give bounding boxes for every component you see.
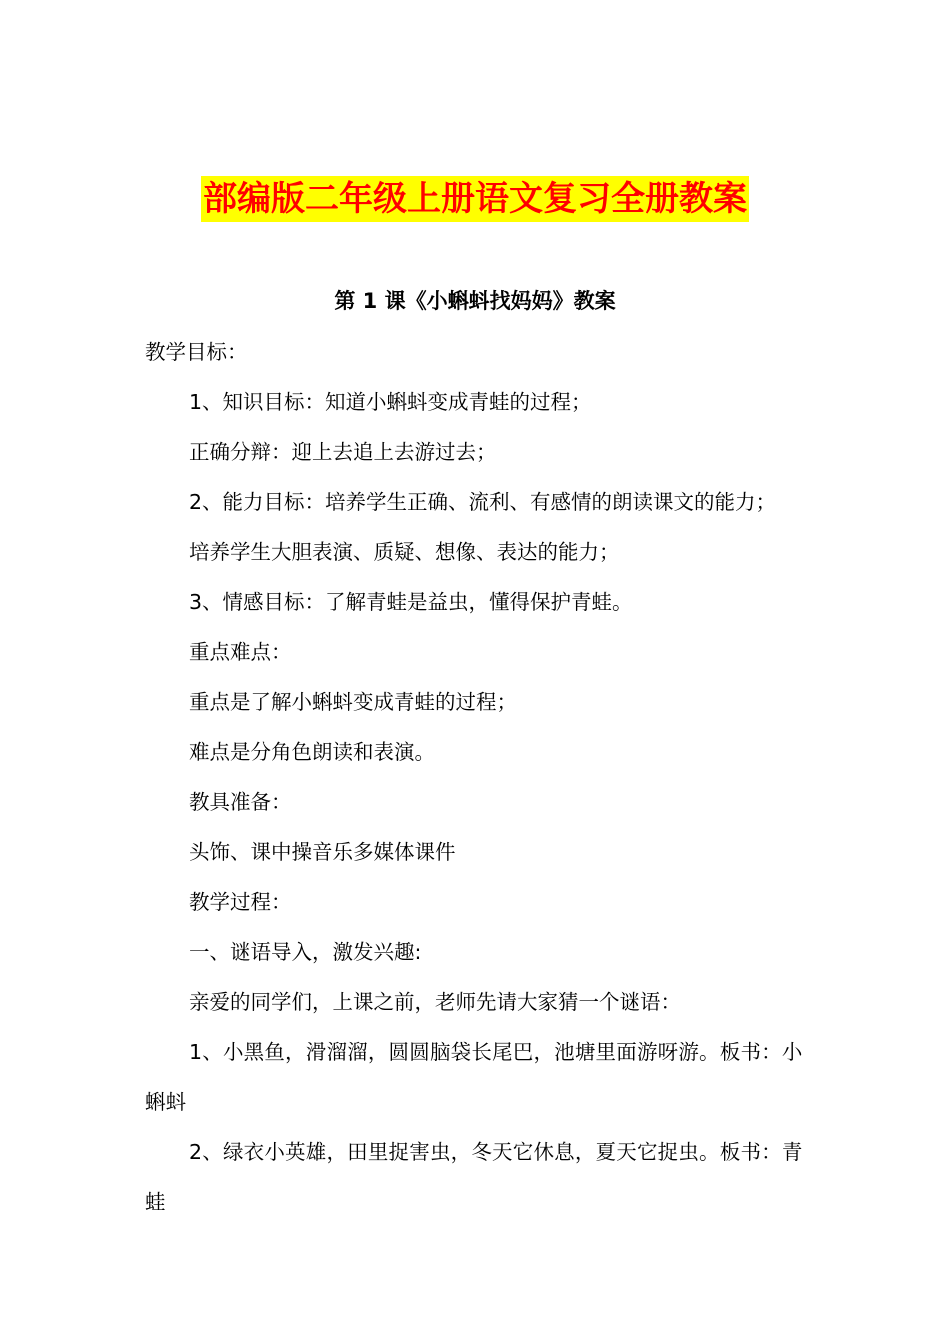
- body-line: 重点是了解小蝌蚪变成青蛙的过程；: [189, 690, 517, 714]
- section-heading-process: 教学过程：: [189, 890, 292, 914]
- riddle-paragraph: 1、小黑鱼，滑溜溜，圆圆脑袋长尾巴，池塘里面游呀游。板书：小蝌蚪: [145, 1040, 803, 1114]
- body-line: 一、谜语导入，激发兴趣:: [189, 940, 422, 964]
- section-heading-teaching-goals: 教学目标：: [145, 340, 248, 364]
- document-title: 部编版二年级上册语文复习全册教案: [201, 176, 749, 222]
- body-line: 头饰、课中操音乐多媒体课件: [189, 840, 456, 864]
- body-line: 2、能力目标：培养学生正确、流利、有感情的朗读课文的能力；: [189, 490, 777, 514]
- lesson-title: 第 1 课《小蝌蚪找妈妈》教案: [334, 289, 616, 313]
- section-heading-materials: 教具准备：: [189, 790, 292, 814]
- body-line: 亲爱的同学们，上课之前，老师先请大家猜一个谜语：: [189, 990, 681, 1014]
- riddle-paragraph: 2、绿衣小英雄，田里捉害虫，冬天它休息，夏天它捉虫。板书：青蛙: [145, 1140, 803, 1214]
- body-line: 正确分辩：迎上去追上去游过去；: [189, 440, 497, 464]
- document-body: [145, 327, 810, 1227]
- document-title-container: [0, 176, 950, 222]
- body-line: 3、情感目标：了解青蛙是益虫，懂得保护青蛙。: [189, 590, 633, 614]
- section-heading-key-points: 重点难点：: [189, 640, 292, 664]
- body-line: 培养学生大胆表演、质疑、想像、表达的能力；: [189, 540, 620, 564]
- body-line: 1、知识目标：知道小蝌蚪变成青蛙的过程；: [189, 390, 592, 414]
- body-line: 难点是分角色朗读和表演。: [189, 740, 435, 764]
